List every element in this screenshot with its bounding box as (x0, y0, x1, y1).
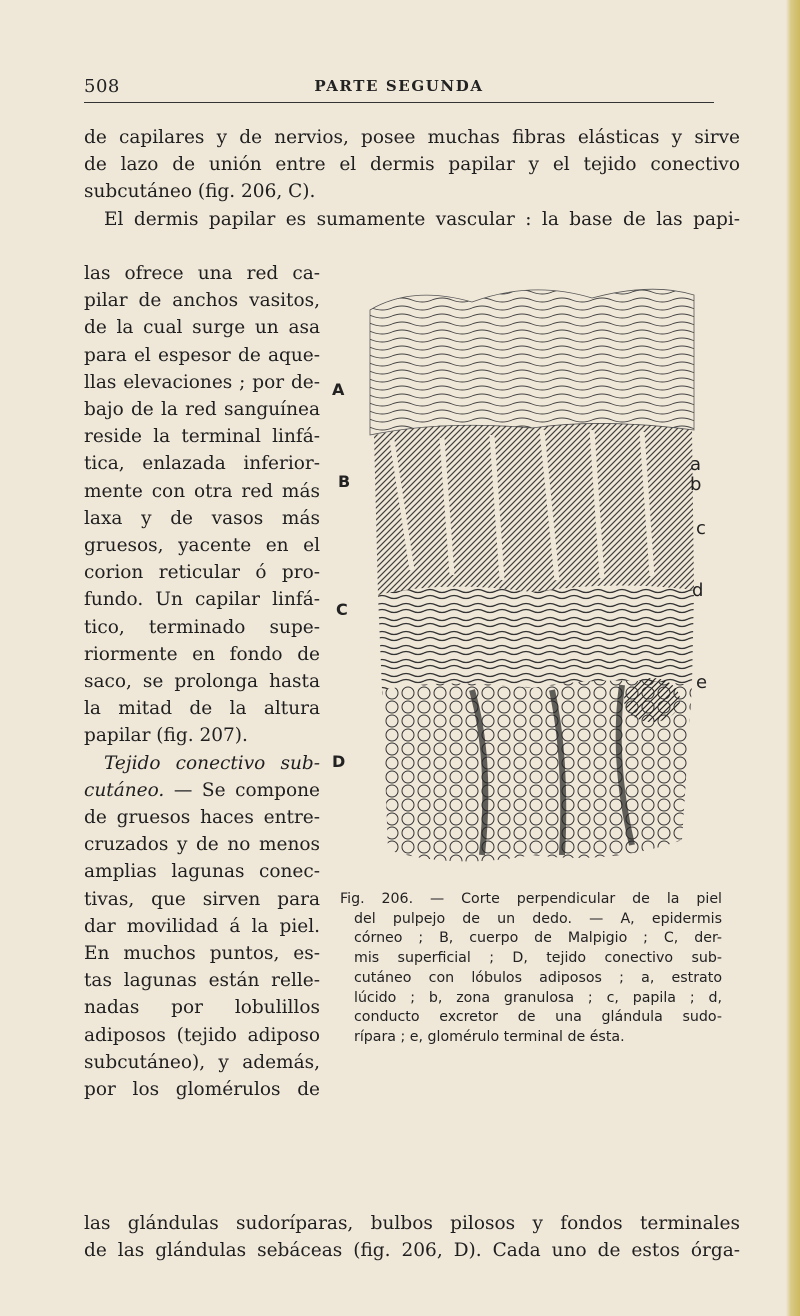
figure-label-C: C (336, 600, 348, 619)
bottom-paragraph (84, 1210, 740, 1264)
text-line: para el espesor de aque- (84, 344, 320, 366)
text-line: El dermis papilar es sumamente vascular : la base de las papi- (104, 208, 740, 230)
figure-label-c: c (696, 518, 706, 539)
text-line: dar movilidad á la piel. (84, 915, 320, 937)
running-head: PARTE SEGUNDA (314, 77, 484, 95)
text-line (84, 777, 320, 804)
text-line: tico, terminado supe- (84, 616, 320, 638)
figure-label-a: a (690, 454, 702, 475)
figure-label-e: e (696, 672, 708, 693)
caption-line: lúcido ; b, zona granulosa ; c, papila ; d, (354, 989, 722, 1006)
page-edge (786, 0, 800, 1316)
text-line: tica, enlazada inferior- (84, 453, 320, 475)
text-line: de lazo de unión entre el dermis papilar y el tejido conectivo (84, 154, 740, 176)
caption-line: mis superficial ; D, tejido conectivo sub- (354, 950, 722, 967)
text-line: pilar de anchos vasitos, (84, 290, 320, 312)
skin-section-figure (332, 280, 714, 880)
text-line: nadas por lobulillos (84, 997, 320, 1019)
text-line: riormente en fondo de (84, 643, 320, 665)
caption-line: Fig. 206. — Corte perpendicular de la piel (340, 891, 722, 907)
page-header (84, 76, 714, 102)
text-line: gruesos, yacente en el (84, 535, 320, 557)
figure-label-b: b (690, 474, 702, 495)
text-line: tas lagunas están relle- (84, 970, 320, 992)
wrapped-column (84, 260, 320, 1103)
text-line: fundo. Un capilar linfá- (84, 589, 320, 611)
figure-label-A: A (332, 380, 345, 399)
text-line: amplias lagunas conec- (84, 861, 320, 883)
text-line: por los glomérulos de (84, 1079, 320, 1101)
text-line: corion reticular ó pro- (84, 562, 320, 584)
text-line: laxa y de vasos más (84, 507, 320, 529)
text-line: subcutáneo (fig. 206, C). (84, 181, 316, 203)
caption-line: cutáneo con lóbulos adiposos ; a, estrato (354, 969, 722, 986)
text-line: adiposos (tejido adiposo (84, 1024, 320, 1046)
text-line: reside la terminal linfá- (84, 426, 320, 448)
header-rule (84, 102, 714, 103)
text-line: de gruesos haces entre- (84, 807, 320, 829)
superficial-dermis (378, 585, 694, 690)
section-heading: Tejido conectivo sub- (104, 752, 320, 774)
text-line: tivas, que sirven para (84, 888, 320, 910)
text-line: papilar (fig. 207). (84, 725, 248, 747)
text-line: bajo de la red sanguínea (84, 399, 320, 421)
text-line: de la cual surge un asa (84, 317, 320, 339)
top-paragraph (84, 124, 740, 233)
text-line: mente con otra red más (84, 480, 320, 502)
text-line: cruzados y de no menos (84, 834, 320, 856)
caption-line: del pulpejo de un dedo. — A, epidermis (354, 910, 722, 927)
epidermis-corneum (370, 289, 694, 435)
text-line: saco, se prolonga hasta (84, 671, 320, 693)
text-fragment: — Se compone (164, 779, 320, 801)
skin-section-illustration (352, 280, 714, 880)
text-line: subcutáneo), y además, (84, 1051, 320, 1073)
text-line: llas elevaciones ; por de- (84, 371, 320, 393)
page-number: 508 (84, 76, 120, 97)
figure-label-D: D (332, 752, 346, 771)
text-line: las ofrece una red ca- (84, 263, 320, 284)
caption-line: córneo ; B, cuerpo de Malpigio ; C, der- (354, 930, 722, 947)
text-line: de las glándulas sebáceas (fig. 206, D). Cada uno de estos órga- (84, 1240, 740, 1262)
caption-line: rípara ; e, glomérulo terminal de ésta. (354, 1028, 625, 1045)
text-line: En muchos puntos, es- (84, 943, 320, 965)
figure-label-d: d (692, 580, 704, 601)
text-line: la mitad de la altura (84, 698, 320, 720)
caption-line: conducto excretor de una glándula sudo- (354, 1009, 722, 1026)
figure-label-B: B (338, 472, 351, 491)
section-heading-cont: cutáneo. (84, 779, 165, 801)
text-line: las glándulas sudoríparas, bulbos pilosos y fondos terminales (84, 1213, 740, 1234)
figure-caption (340, 890, 722, 1048)
sweat-gland-glomerulus (624, 678, 680, 722)
text-line: de capilares y de nervios, posee muchas fibras elásticas y sirve (84, 127, 740, 148)
